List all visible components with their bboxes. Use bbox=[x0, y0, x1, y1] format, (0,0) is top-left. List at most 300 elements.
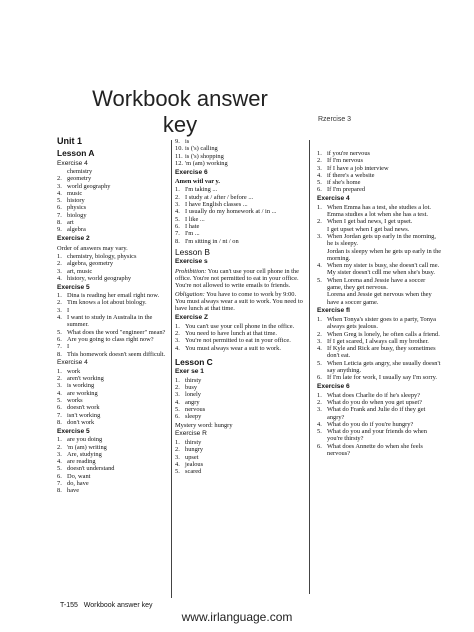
answer-number: 4. bbox=[317, 420, 322, 428]
answer-item bbox=[57, 397, 175, 404]
answer-item bbox=[57, 314, 175, 329]
answer-text: You must always wear a suit to work. bbox=[185, 344, 281, 352]
answer-item bbox=[57, 260, 175, 267]
answer-number: 5. bbox=[317, 428, 322, 436]
lesson-a-heading: Lesson A bbox=[57, 148, 95, 158]
answer-text: When Lorena and Jessie have a soccer game, they get nervous. bbox=[327, 276, 426, 292]
answer-text: art, music bbox=[67, 267, 93, 275]
answer-number bbox=[57, 168, 67, 175]
answer-item bbox=[175, 468, 305, 475]
answer-item bbox=[317, 179, 442, 186]
paragraph-text: You can't use your cell phone in the office. You're not permitted to eat in your office. You're not allowed to write emails to friends. bbox=[175, 267, 299, 290]
answer-text: Dina is reading her email right now. bbox=[67, 292, 160, 300]
answer-number: 5. bbox=[57, 397, 62, 405]
answer-text: Are, studying bbox=[67, 450, 102, 458]
answer-list bbox=[57, 168, 175, 234]
answer-text: When I get bad news, I get upset. bbox=[327, 218, 413, 226]
answer-number: 6. bbox=[57, 335, 62, 343]
answer-number: 4. bbox=[175, 344, 180, 352]
answer-text: upset bbox=[185, 453, 199, 461]
answer-text: I hate bbox=[185, 222, 200, 230]
answer-item bbox=[57, 458, 175, 465]
answer-text: If I have a job interview bbox=[327, 164, 389, 172]
answer-text: If I'm nervous bbox=[327, 157, 363, 165]
answer-text: What does the word "engineer" mean? bbox=[67, 328, 166, 336]
answer-number: 12. bbox=[175, 159, 183, 167]
answer-number: 4. bbox=[175, 208, 180, 216]
answer-text: if you're nervous bbox=[327, 150, 371, 157]
exercise-heading: Exercise 5 bbox=[57, 427, 90, 435]
answer-list bbox=[57, 368, 175, 426]
column-3 bbox=[317, 150, 442, 457]
answer-text: are reading bbox=[67, 458, 96, 466]
answer-number: 6. bbox=[57, 472, 62, 480]
answer-text-alt: Jordan is sleepy when he gets up early in the morning. bbox=[327, 247, 442, 262]
answer-item bbox=[317, 186, 442, 193]
answer-item bbox=[175, 377, 305, 384]
answer-text: if there's a website bbox=[327, 171, 375, 179]
answer-item bbox=[175, 345, 305, 352]
answer-text: I usually do my homework at / in ... bbox=[185, 208, 277, 216]
lesson-b-heading: Lesson B bbox=[175, 246, 210, 257]
answer-item bbox=[57, 275, 175, 282]
answer-list bbox=[175, 377, 305, 421]
answer-number: 2. bbox=[57, 443, 62, 451]
answer-item bbox=[317, 338, 442, 345]
exercise-heading: Exercise R bbox=[175, 430, 207, 438]
answer-item bbox=[317, 399, 442, 406]
answer-number: 2. bbox=[175, 384, 180, 392]
answer-number: 3. bbox=[175, 391, 180, 399]
answer-item bbox=[57, 268, 175, 275]
answer-number: 7. bbox=[57, 211, 62, 219]
answer-number: 3. bbox=[175, 337, 180, 345]
answer-number: 4. bbox=[317, 171, 322, 179]
answer-text: algebra bbox=[67, 226, 86, 234]
website-url: www.irlanguage.com bbox=[181, 610, 293, 624]
column3-header: Rzercise 3 bbox=[318, 116, 352, 123]
answer-number: 5. bbox=[175, 215, 180, 223]
answer-item bbox=[57, 480, 175, 487]
answer-item bbox=[57, 292, 175, 299]
answer-text: I'm taking ... bbox=[185, 186, 218, 194]
answer-item bbox=[57, 487, 175, 494]
answer-number: 2. bbox=[175, 193, 180, 201]
answer-text: isn't working bbox=[67, 411, 101, 419]
answer-item bbox=[175, 153, 305, 160]
answer-list bbox=[317, 204, 442, 306]
answer-text: don't work bbox=[67, 418, 95, 426]
answer-number: 3. bbox=[175, 453, 180, 461]
answer-number: 2. bbox=[57, 260, 62, 268]
answer-number: 1. bbox=[175, 322, 180, 330]
answer-text: I bbox=[67, 343, 70, 351]
answer-item bbox=[175, 138, 305, 145]
answer-text: Are you going to class right now? bbox=[67, 335, 154, 343]
answer-item bbox=[317, 277, 442, 292]
answer-number: 6. bbox=[175, 413, 180, 421]
answer-item bbox=[57, 329, 175, 336]
answer-text: When Jordan gets up early in the morning, he is sleepy. bbox=[327, 232, 436, 248]
answer-number: 1. bbox=[175, 376, 180, 384]
answer-number: 2. bbox=[317, 330, 322, 338]
unit-heading: Unit 1 bbox=[57, 136, 83, 146]
answer-item bbox=[175, 406, 305, 413]
answer-item bbox=[175, 384, 305, 391]
answer-item bbox=[57, 253, 175, 260]
answer-text: doesn't understand bbox=[67, 465, 115, 473]
exercise-heading: Exercise 4 bbox=[57, 159, 88, 167]
answer-number: 1. bbox=[57, 367, 62, 375]
column-2 bbox=[175, 138, 305, 475]
answer-item bbox=[175, 194, 305, 201]
answer-text: is bbox=[185, 138, 190, 145]
answer-item bbox=[57, 343, 175, 350]
answer-item bbox=[57, 368, 175, 375]
answer-text: doesn't work bbox=[67, 404, 100, 412]
answer-number: 2. bbox=[57, 299, 62, 307]
answer-number: 6. bbox=[317, 442, 322, 450]
answer-item bbox=[317, 262, 442, 269]
answer-text: if she's home bbox=[327, 179, 361, 187]
exercise-heading: Exercise 6 bbox=[317, 383, 350, 391]
answer-number: 2. bbox=[175, 446, 180, 454]
exercise-note: Amen witl var y. bbox=[175, 178, 220, 186]
answer-item bbox=[317, 316, 442, 331]
answer-number: 1. bbox=[317, 315, 322, 323]
exercise-heading: Exercise 6 bbox=[175, 168, 208, 176]
lesson-c-heading: Lesson C bbox=[175, 356, 213, 367]
answer-number: 4. bbox=[175, 460, 180, 468]
answer-number: 5. bbox=[317, 179, 322, 187]
answer-text: music bbox=[67, 189, 83, 197]
answer-text: If Kyle and Rick are busy, they sometimes don't eat. bbox=[327, 345, 436, 360]
answer-item bbox=[57, 375, 175, 382]
answer-item bbox=[175, 201, 305, 208]
answer-text: chemistry, biology, physics bbox=[67, 252, 137, 260]
answer-list bbox=[57, 292, 175, 358]
answer-text: If I'm prepared bbox=[327, 186, 366, 194]
exercise-note: Order of answers may vary. bbox=[57, 244, 128, 252]
answer-number: 8. bbox=[57, 219, 62, 227]
answer-item bbox=[57, 204, 175, 211]
answer-item bbox=[57, 473, 175, 480]
answer-number: 8. bbox=[57, 350, 62, 358]
answer-item bbox=[175, 223, 305, 230]
answer-number: 5. bbox=[175, 468, 180, 476]
answer-text: chemistry bbox=[67, 168, 93, 175]
answer-number: 3. bbox=[317, 164, 322, 172]
answer-list bbox=[175, 186, 305, 244]
answer-item bbox=[57, 299, 175, 306]
answer-number: 5. bbox=[317, 276, 322, 284]
answer-item bbox=[175, 446, 305, 453]
answer-number: 4. bbox=[57, 189, 62, 197]
answer-item bbox=[57, 226, 175, 233]
answer-text: This homework doesn't seem difficult. bbox=[67, 350, 166, 358]
page-number: T-155 bbox=[60, 602, 78, 609]
answer-number: 2. bbox=[57, 175, 62, 183]
answer-item bbox=[57, 419, 175, 426]
exercise-heading: Exercise 4 bbox=[57, 359, 88, 367]
answer-text: What does Charlie do if he's sleepy? bbox=[327, 391, 421, 399]
answer-number: 6. bbox=[175, 222, 180, 230]
answer-number: 3. bbox=[57, 267, 62, 275]
answer-number: 7. bbox=[57, 343, 62, 351]
answer-number: 1. bbox=[57, 436, 62, 444]
footer-text: Workbook answer key bbox=[83, 602, 153, 609]
answer-item bbox=[57, 444, 175, 451]
answer-list bbox=[57, 436, 175, 494]
answer-item bbox=[175, 238, 305, 245]
answer-item bbox=[57, 175, 175, 182]
answer-number: 7. bbox=[175, 230, 180, 238]
answer-text: lonely bbox=[185, 391, 201, 399]
answer-item bbox=[175, 399, 305, 406]
answer-number: 11. bbox=[175, 152, 183, 160]
answer-item bbox=[175, 461, 305, 468]
answer-text: I'm ... bbox=[185, 230, 200, 238]
answer-number: 2. bbox=[317, 218, 322, 226]
answer-item bbox=[175, 337, 305, 344]
answer-item bbox=[317, 374, 442, 381]
answer-list bbox=[175, 138, 305, 167]
answer-item bbox=[57, 190, 175, 197]
answer-text: When Leticia gets angry, she usually doesn't say anything. bbox=[327, 359, 441, 375]
answer-text: What do you do if you're hungry? bbox=[327, 420, 414, 428]
answer-item bbox=[57, 412, 175, 419]
answer-number: 6. bbox=[317, 186, 322, 194]
answer-list bbox=[175, 323, 305, 352]
answer-item bbox=[57, 390, 175, 397]
answer-text: algebra, geometry bbox=[67, 260, 114, 268]
answer-item bbox=[57, 212, 175, 219]
answer-number: 1. bbox=[175, 438, 180, 446]
answer-text: physics bbox=[67, 204, 87, 212]
answer-number: 2. bbox=[317, 398, 322, 406]
answer-text: are working bbox=[67, 389, 98, 397]
answer-text: When my sister is busy, she doesn't call me. bbox=[327, 262, 440, 270]
answer-number: 6. bbox=[317, 374, 322, 382]
answer-paragraph bbox=[175, 291, 305, 313]
answer-item bbox=[175, 330, 305, 337]
answer-list bbox=[317, 316, 442, 382]
answer-text: I bbox=[67, 306, 70, 314]
answer-number: 4. bbox=[57, 389, 62, 397]
answer-number: 1. bbox=[175, 186, 180, 194]
answer-text-alt: My sister doesn't cdll me when she's busy. bbox=[327, 269, 436, 277]
answer-number: 10. bbox=[175, 145, 183, 153]
answer-text: What do you and your friends do when you're thirsty? bbox=[327, 428, 427, 443]
paragraph-text: You have to come to work by 9:00. You must always wear a suit to work. You need to have lunch at that time. bbox=[175, 290, 303, 313]
answer-number: 1. bbox=[57, 252, 62, 260]
answer-list bbox=[57, 253, 175, 282]
answer-text-alt: Lorena and Jessie get nervous when they have a soccer game. bbox=[327, 291, 432, 306]
answer-text: thirsty bbox=[185, 376, 202, 384]
answer-item bbox=[317, 331, 442, 338]
exercise-heading: Exercise 2 bbox=[57, 235, 90, 243]
answer-item bbox=[317, 157, 442, 164]
answer-text: Tim knows a lot about biology. bbox=[67, 299, 147, 307]
answer-text: angry bbox=[185, 398, 200, 406]
answer-text: I want to study in Australia in the summer. bbox=[67, 314, 153, 329]
answer-item bbox=[317, 233, 442, 248]
answer-list bbox=[175, 439, 305, 475]
answer-text: What do Frank and Julie do if they get angry? bbox=[327, 406, 426, 421]
answer-number: 9. bbox=[57, 226, 62, 234]
answer-item bbox=[57, 436, 175, 443]
answer-number: 4. bbox=[57, 274, 62, 282]
answer-text: When Greg is lonely, he often calls a friend. bbox=[327, 330, 440, 338]
answer-item bbox=[175, 186, 305, 193]
exercise-heading: Exer se 1 bbox=[175, 368, 204, 376]
page-title-line2: key bbox=[162, 112, 198, 137]
answer-paragraph bbox=[175, 268, 305, 290]
answer-item bbox=[317, 392, 442, 399]
answer-text: aren't working bbox=[67, 375, 104, 383]
answer-text: thirsty bbox=[185, 438, 202, 446]
answer-text: You need to have lunch at that time. bbox=[185, 329, 277, 337]
answer-text: What do you do when you get upset? bbox=[327, 398, 422, 406]
answer-text: work bbox=[67, 367, 81, 375]
answer-item bbox=[175, 439, 305, 446]
exercise-heading: Exercise 4 bbox=[317, 195, 350, 203]
answer-text: If I get scared, I always call my brother. bbox=[327, 337, 429, 345]
answer-item bbox=[317, 428, 442, 443]
answer-text: If I'm late for work, I usually say I'm sorry. bbox=[327, 374, 437, 382]
answer-text: are you doing bbox=[67, 436, 103, 444]
answer-text: have bbox=[67, 487, 80, 495]
answer-item bbox=[57, 404, 175, 411]
answer-item bbox=[57, 451, 175, 458]
answer-text: I have English classes ... bbox=[185, 201, 248, 209]
answer-text: is ('s) shopping bbox=[185, 152, 224, 160]
answer-number: 3. bbox=[57, 182, 62, 190]
exercise-heading: Exercise fl bbox=[317, 307, 350, 315]
answer-number: 8. bbox=[175, 237, 180, 245]
answer-item bbox=[57, 197, 175, 204]
answer-item bbox=[57, 382, 175, 389]
answer-text: world geography bbox=[67, 182, 111, 190]
answer-text: Do, want bbox=[67, 472, 91, 480]
answer-number: 3. bbox=[317, 406, 322, 414]
exercise-heading: Exercise Z bbox=[175, 314, 208, 322]
answer-text: 'm (am) working bbox=[185, 159, 228, 167]
answer-text: I'm sitting in / nt / on bbox=[185, 237, 239, 245]
answer-text: 'm (am) writing bbox=[67, 443, 107, 451]
answer-number: 6. bbox=[57, 204, 62, 212]
answer-item bbox=[317, 150, 442, 157]
answer-number: 2. bbox=[317, 157, 322, 165]
answer-text: is working bbox=[67, 382, 95, 390]
answer-number: 6. bbox=[57, 404, 62, 412]
answer-text: history, world geography bbox=[67, 274, 132, 282]
exercise-heading: Exercise 5 bbox=[57, 283, 90, 291]
answer-item bbox=[57, 465, 175, 472]
answer-number: 8. bbox=[57, 418, 62, 426]
answer-number: 1. bbox=[57, 292, 62, 300]
answer-item bbox=[175, 216, 305, 223]
answer-item bbox=[175, 160, 305, 167]
column-1 bbox=[57, 136, 175, 495]
answer-text: geometry bbox=[67, 175, 92, 183]
answer-item bbox=[317, 345, 442, 360]
answer-number: 3. bbox=[317, 337, 322, 345]
answer-text: scared bbox=[185, 468, 202, 476]
mystery-word: Mystery word: hungry bbox=[175, 421, 233, 429]
page-title bbox=[80, 86, 280, 138]
answer-item bbox=[317, 172, 442, 179]
answer-item bbox=[317, 421, 442, 428]
answer-item bbox=[57, 336, 175, 343]
answer-number: 4. bbox=[175, 398, 180, 406]
answer-number: 9. bbox=[175, 138, 180, 145]
answer-text: is ('s) calling bbox=[185, 145, 218, 153]
answer-item bbox=[57, 307, 175, 314]
answer-item bbox=[175, 145, 305, 152]
answer-number: 1. bbox=[317, 391, 322, 399]
answer-text: art bbox=[67, 219, 74, 227]
answer-item bbox=[57, 219, 175, 226]
page-title-line1: Workbook answer bbox=[92, 86, 268, 111]
answer-item bbox=[175, 323, 305, 330]
answer-number: 1. bbox=[317, 150, 322, 157]
answer-number: 4. bbox=[57, 458, 62, 466]
answer-number: 3. bbox=[57, 306, 62, 314]
answer-number: 3. bbox=[317, 232, 322, 240]
answer-item bbox=[57, 168, 175, 175]
answer-text: jealous bbox=[185, 460, 204, 468]
answer-number: 3. bbox=[57, 382, 62, 390]
answer-number: 5. bbox=[57, 197, 62, 205]
answer-text: I study at / after / before ... bbox=[185, 193, 254, 201]
answer-number: 1. bbox=[317, 203, 322, 211]
answer-item bbox=[175, 230, 305, 237]
answer-text: works bbox=[67, 397, 83, 405]
answer-item bbox=[317, 360, 442, 375]
answer-text: I like ... bbox=[185, 215, 205, 223]
answer-number: 7. bbox=[57, 411, 62, 419]
answer-item bbox=[57, 183, 175, 190]
answer-text: You can't use your cell phone in the office. bbox=[185, 322, 295, 330]
answer-item bbox=[317, 218, 442, 225]
answer-list bbox=[317, 150, 442, 194]
answer-number: 7. bbox=[57, 479, 62, 487]
answer-text-alt: I get upset when I get bad news. bbox=[327, 225, 410, 233]
answer-list bbox=[317, 392, 442, 458]
answer-number: 8. bbox=[57, 487, 62, 495]
answer-item bbox=[175, 208, 305, 215]
answer-number: 4. bbox=[57, 314, 62, 322]
answer-number: 3. bbox=[57, 450, 62, 458]
exercise-heading: Exercise s bbox=[175, 258, 208, 266]
answer-number: 2. bbox=[57, 375, 62, 383]
paragraph-label: Obligation: bbox=[175, 290, 205, 298]
answer-item bbox=[57, 351, 175, 358]
answer-item bbox=[317, 406, 442, 421]
answer-text: When Emma has a test, she studies a lot. bbox=[327, 203, 432, 211]
answer-text: When Tonya's sister goes to a party, Tonya always gets jealous. bbox=[327, 315, 436, 331]
answer-text: biology bbox=[67, 211, 87, 219]
answer-text: What does Annette do when she feels nervous? bbox=[327, 442, 423, 457]
answer-item bbox=[317, 443, 442, 458]
answer-text: do, have bbox=[67, 479, 89, 487]
answer-number: 4. bbox=[317, 345, 322, 353]
answer-number: 5. bbox=[317, 359, 322, 367]
answer-item bbox=[317, 204, 442, 211]
answer-text: hungry bbox=[185, 446, 204, 454]
answer-item bbox=[175, 454, 305, 461]
